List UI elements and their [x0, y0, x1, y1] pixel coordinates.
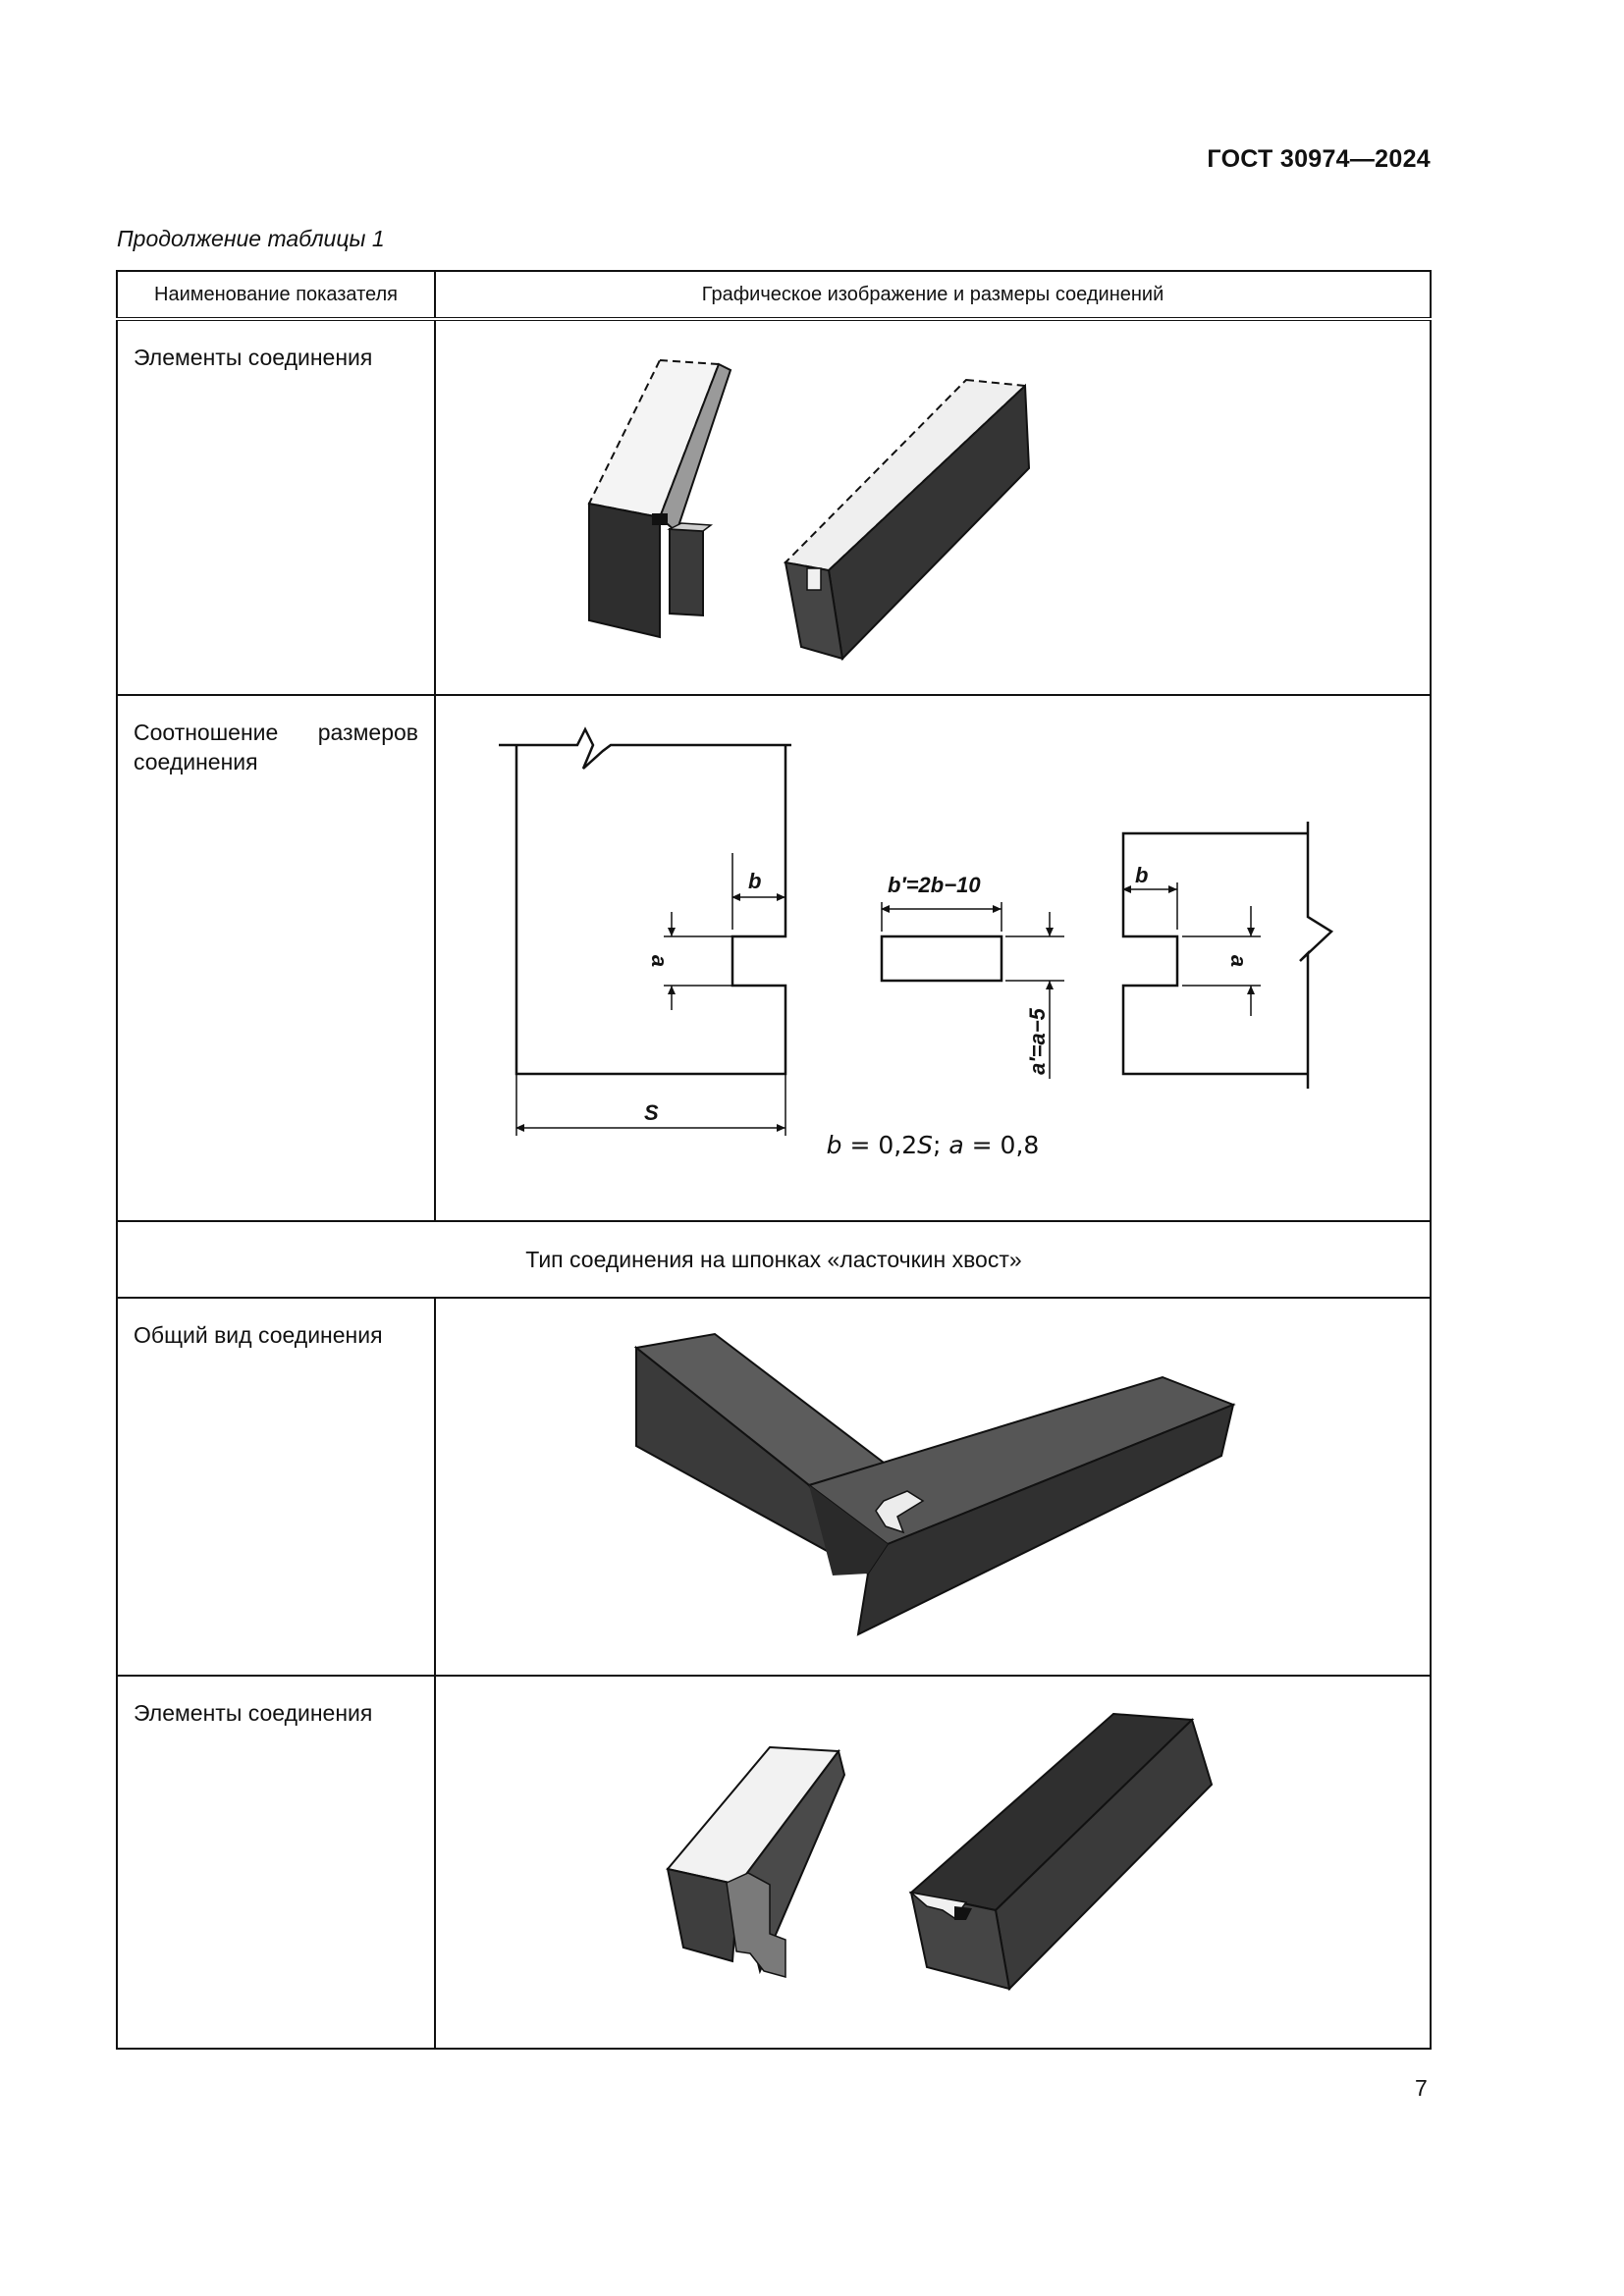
drawing-general-view — [435, 1298, 1431, 1676]
key-joint-elements-figure — [436, 321, 1433, 694]
table-row — [117, 1298, 1431, 1676]
dim-label-a-left: a — [647, 954, 672, 968]
row-name-elements-1: Элементы соединения — [117, 319, 435, 695]
dovetail-assembly-figure — [436, 1299, 1433, 1675]
drawing-elements-1 — [435, 319, 1431, 695]
row-name-elements-2: Элементы соединения — [117, 1676, 435, 2049]
table-row — [117, 319, 1431, 695]
row-name-general-view: Общий вид соединения — [117, 1298, 435, 1676]
dovetail-elements-figure — [436, 1677, 1433, 2048]
column-header-indicator: Наименование показателя — [117, 271, 435, 319]
dim-label-s: S — [644, 1100, 659, 1125]
dim-label-b-left: b — [748, 869, 762, 893]
column-header-drawing: Графическое изображение и размеры соединений — [435, 271, 1431, 319]
ratio-formula: b = 0,2S; a = 0,8 — [826, 1131, 1040, 1159]
row-name-dimension-ratio: Соотношение размеров соединения — [117, 695, 435, 1221]
dim-label-a-prime: a′=a−5 — [1025, 1008, 1050, 1075]
drawing-elements-2 — [435, 1676, 1431, 2049]
joints-table — [116, 270, 1432, 2050]
standard-code: ГОСТ 30974—2024 — [1207, 145, 1431, 173]
table-row — [117, 695, 1431, 1221]
table-row — [117, 1676, 1431, 2049]
continuation-label: Продолжение таблицы 1 — [117, 226, 385, 251]
dim-label-b-right: b — [1135, 863, 1149, 887]
dim-label-a-right: a — [1226, 954, 1251, 968]
page-number: 7 — [1415, 2075, 1428, 2101]
dim-label-b-prime: b′=2b−10 — [888, 873, 981, 897]
section-row-dovetail — [117, 1221, 1431, 1298]
section-title: Тип соединения на шпонках «ласточкин хвост» — [117, 1221, 1431, 1298]
drawing-dimension-ratio — [435, 695, 1431, 1221]
table-header-row — [117, 271, 1431, 319]
